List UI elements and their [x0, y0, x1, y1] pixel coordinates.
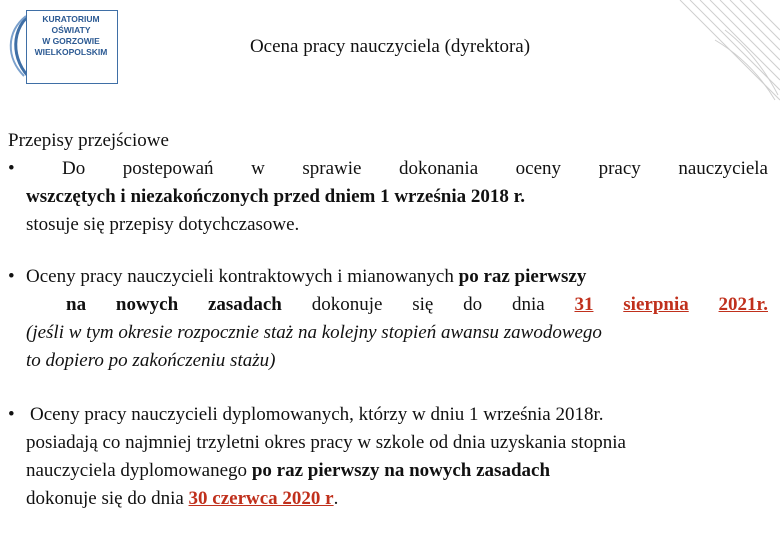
logo-line: KURATORIUM [42, 14, 100, 24]
corner-decoration-icon [670, 0, 780, 110]
section2-bullet: • [8, 266, 15, 287]
page-title: Ocena pracy nauczyciela (dyrektora) [249, 36, 531, 57]
section3-line1: Oceny pracy nauczycieli dyplomowanych, którzy w dniu 1 września 2018r. [30, 404, 604, 425]
logo-line: OŚWIATY [51, 25, 91, 35]
section2-line3: (jeśli w tym okresie rozpocznie staż na kolejny stopień awansu zawodowego [26, 322, 602, 343]
section1-line1: Do postepowań w sprawie dokonania oceny pracy nauczyciela [62, 158, 768, 179]
section3-line4-text: dokonuje się do dnia [26, 488, 184, 509]
section2-line2-emphasis: na nowych zasadach [66, 294, 282, 315]
section2-date-year: 2021r. [718, 294, 768, 315]
section3-line4 [26, 485, 338, 513]
logo-line: WIELKOPOLSKIM [34, 47, 108, 57]
section3-deadline: 30 czerwca 2020 r [188, 488, 334, 509]
section1-line3: stosuje się przepisy dotychczasowe. [26, 214, 300, 235]
section2-line4: to dopiero po zakończeniu stażu) [26, 350, 276, 371]
section2-line2-text: dokonuje się do dnia [311, 294, 545, 315]
section2-line2 [66, 291, 768, 319]
section1-bullet: • [8, 158, 15, 179]
section3-line3 [26, 457, 550, 485]
section1-heading: Przepisy przejściowe [8, 130, 169, 151]
section2-line1-text: Oceny pracy nauczycieli kontraktowych i mianowanych [26, 266, 454, 287]
section2-date-month: sierpnia [623, 294, 689, 315]
section2-date-day: 31 [574, 294, 594, 315]
section2-line1 [26, 263, 586, 291]
section3-bullet: • [8, 404, 15, 425]
section3-line3-text: nauczyciela dyplomowanego [26, 460, 248, 481]
logo-line: W GORZOWIE [42, 36, 100, 46]
section3-line2: posiadają co najmniej trzyletni okres pracy w szkole od dnia uzyskania stopnia [26, 432, 626, 453]
section3-line3-emphasis: po raz pierwszy na nowych zasadach [251, 460, 551, 481]
section1-line2: wszczętych i niezakończonych przed dniem 1 września 2018 r. [26, 186, 526, 207]
section2-line1-emphasis: po raz pierwszy [458, 266, 587, 287]
section3-line4-end: . [333, 488, 339, 509]
